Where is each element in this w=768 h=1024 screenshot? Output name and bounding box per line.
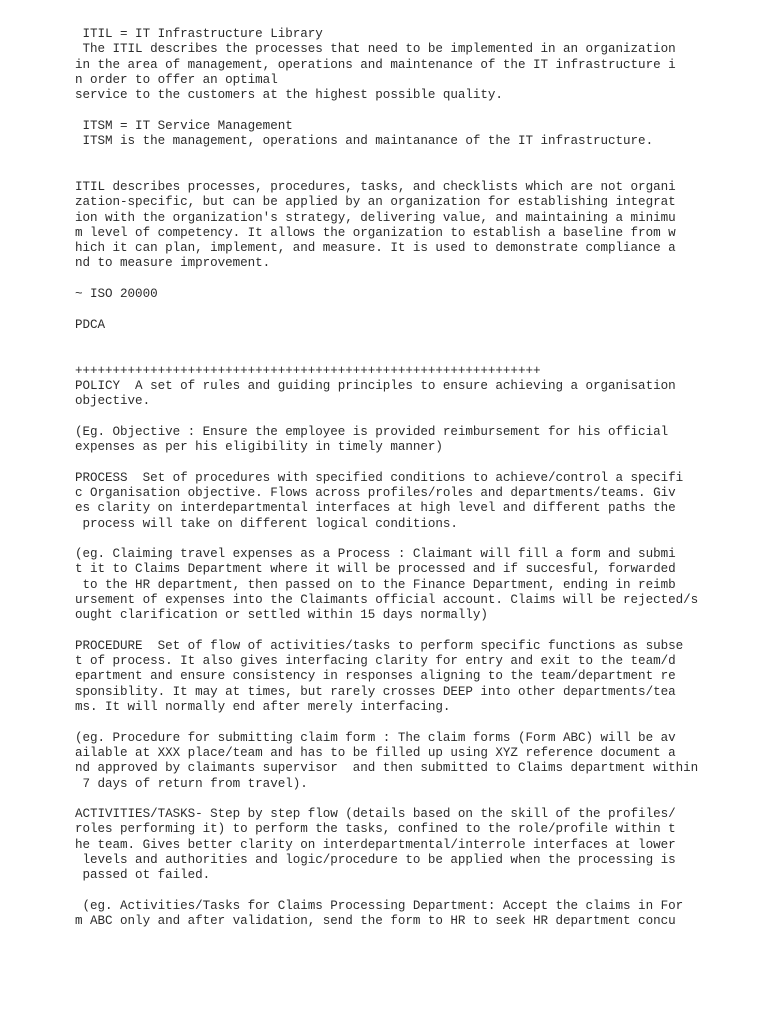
text-line: ACTIVITIES/TASKS- Step by step flow (details based on the skill of the profiles/: [75, 807, 676, 822]
text-line: nd approved by claimants supervisor and then submitted to Claims department within: [75, 761, 699, 776]
text-line: sponsiblity. It may at times, but rarely crosses DEEP into other departments/tea: [75, 684, 676, 699]
text-line: t it to Claims Department where it will be processed and if succesful, forwarded: [75, 562, 676, 577]
text-line: (eg. Procedure for submitting claim form : The claim forms (Form ABC) will be av: [75, 730, 676, 745]
text-line: (Eg. Objective : Ensure the employee is provided reimbursement for his official: [75, 424, 669, 439]
text-line: ion with the organization's strategy, delivering value, and maintaining a minimu: [75, 210, 676, 225]
text-line: m ABC only and after validation, send the form to HR to seek HR department concu: [75, 914, 676, 929]
blank-line: [75, 624, 755, 639]
blank-line: [75, 409, 755, 424]
text-line: t of process. It also gives interfacing clarity for entry and exit to the team/d: [75, 654, 676, 669]
text-line: nd to measure improvement.: [75, 256, 271, 271]
text-line: ITIL describes processes, procedures, tasks, and checklists which are not organi: [75, 179, 676, 194]
text-line: (eg. Activities/Tasks for Claims Processing Department: Accept the claims in For: [75, 898, 684, 913]
text-line: ursement of expenses into the Claimants official account. Claims will be rejected/s: [75, 592, 699, 607]
text-line: m level of competency. It allows the organization to establish a baseline from w: [75, 225, 676, 240]
blank-line: [75, 272, 755, 287]
blank-line: [75, 532, 755, 547]
text-line: The ITIL describes the processes that need to be implemented in an organization: [75, 42, 676, 57]
blank-line: [75, 792, 755, 807]
text-line: es clarity on interdepartmental interfaces at high level and different paths the: [75, 501, 676, 516]
text-line: PROCEDURE Set of flow of activities/tasks to perform specific functions as subse: [75, 638, 684, 653]
blank-line: [75, 884, 755, 899]
text-line: expenses as per his eligibility in timely manner): [75, 440, 443, 455]
text-line: ailable at XXX place/team and has to be filled up using XYZ reference document a: [75, 745, 676, 760]
text-line: ITSM is the management, operations and maintanance of the IT infrastructure.: [75, 134, 654, 149]
blank-line: [75, 348, 755, 363]
text-line: passed ot failed.: [75, 868, 211, 883]
blank-line: [75, 715, 755, 730]
text-line: ITSM = IT Service Management: [75, 118, 293, 133]
text-line: zation-specific, but can be applied by an organization for establishing integrat: [75, 195, 676, 210]
text-line: epartment and ensure consistency in responses aligning to the team/department re: [75, 669, 676, 684]
text-line: ought clarification or settled within 15 days normally): [75, 608, 488, 623]
text-line: in the area of management, operations and maintenance of the IT infrastructure i: [75, 57, 676, 72]
text-line: c Organisation objective. Flows across profiles/roles and departments/teams. Giv: [75, 485, 676, 500]
text-line: ITIL = IT Infrastructure Library: [75, 27, 323, 41]
text-line: levels and authorities and logic/procedure to be applied when the processing is: [75, 853, 676, 868]
text-line: service to the customers at the highest possible quality.: [75, 88, 503, 103]
text-line: PDCA: [75, 317, 106, 332]
blank-line: [75, 302, 755, 317]
text-line: ++++++++++++++++++++++++++++++++++++++++++++++++++++++++++++++: [75, 363, 541, 378]
text-line: roles performing it) to perform the tasks, confined to the role/profile within t: [75, 822, 676, 837]
blank-line: [75, 333, 755, 348]
text-line: objective.: [75, 394, 151, 409]
blank-line: [75, 149, 755, 164]
text-line: ms. It will normally end after merely interfacing.: [75, 700, 451, 715]
text-line: PROCESS Set of procedures with specified conditions to achieve/control a specifi: [75, 470, 684, 485]
document-body: [75, 27, 755, 930]
text-line: process will take on different logical conditions.: [75, 516, 458, 531]
text-line: POLICY A set of rules and guiding principles to ensure achieving a organisation: [75, 378, 676, 393]
text-line: he team. Gives better clarity on interdepartmental/interrole interfaces at lower: [75, 837, 676, 852]
text-line: hich it can plan, implement, and measure. It is used to demonstrate compliance a: [75, 241, 676, 256]
blank-line: [75, 165, 755, 180]
blank-line: [75, 103, 755, 118]
text-line: (eg. Claiming travel expenses as a Process : Claimant will fill a form and submi: [75, 547, 676, 562]
text-line: 7 days of return from travel).: [75, 776, 308, 791]
blank-line: [75, 455, 755, 470]
text-line: n order to offer an optimal: [75, 72, 278, 87]
text-line: to the HR department, then passed on to the Finance Department, ending in reimb: [75, 577, 676, 592]
text-line: ~ ISO 20000: [75, 287, 158, 302]
